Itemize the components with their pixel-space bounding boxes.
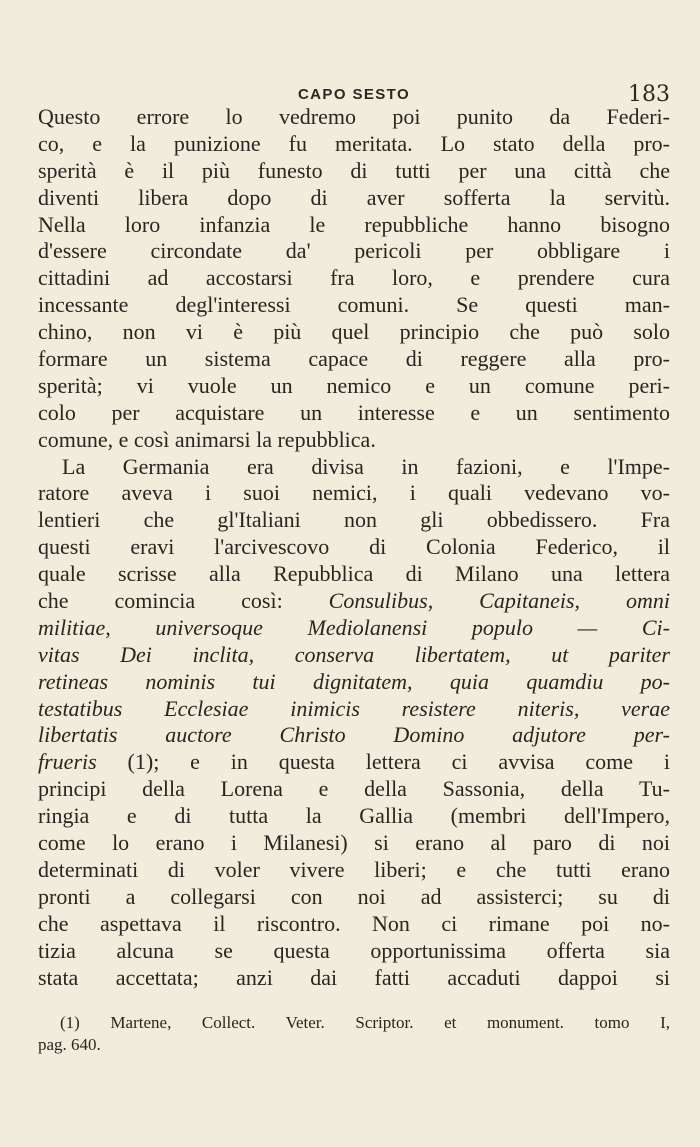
text-line: formare un sistema capace di reggere alla pro- [38,346,670,372]
roman-text: (1); e in questa lettera ci avvisa come i [96,749,670,775]
text-line: che aspettava il riscontro. Non ci rimane poi no- [38,910,670,936]
text-line: come lo erano i Milanesi) si erano al paro di noi [38,830,670,856]
text-line: sperità è il più funesto di tutti per una città che [38,157,670,183]
latin-quote-line: testatibus Ecclesiae inimicis resistere niteris, verae [38,695,670,721]
text-line: La Germania era divisa in fazioni, e l'Impe- [62,453,670,479]
text-line: principi della Lorena e della Sassonia, della Tu- [38,776,670,802]
latin-quote-line: libertatis auctore Christo Domino adjutore per- [38,722,670,748]
text-line: d'essere circondate da' pericoli per obbligare i [38,238,670,264]
text-line: tizia alcuna se questa opportunissima offerta sia [38,937,670,963]
text-line-mixed [38,588,670,615]
text-line: sperità; vi vuole un nemico e un comune peri- [38,372,670,398]
text-line: diventi libera dopo di aver sofferta la servitù. [38,184,670,210]
footnote [38,1012,670,1056]
text-line: cittadini ad accostarsi fra loro, e prendere cura [38,265,670,291]
latin-quote: frueris [38,749,97,775]
running-head: CAPO SESTO [297,86,411,103]
text-line: ringia e di tutta la Gallia (membri dell'Impero, [38,803,670,829]
text-line: determinati di voler vivere liberi; e che tutti erano [38,856,670,882]
text-line: comune, e così animarsi la repubblica. [38,426,376,452]
text-line: colo per acquistare un interesse e un sentimento [38,399,670,425]
text-line: co, e la punizione fu meritata. Lo stato della pro- [38,130,670,156]
body-text [38,104,670,991]
text-line-mixed [38,749,670,776]
roman-text: che comincia così: [38,588,329,614]
text-line: lentieri che gl'Italiani non gli obbedissero. Fra [38,507,670,533]
footnote-line: (1) Martene, Collect. Veter. Scriptor. et monument. tomo I, [60,1013,670,1032]
footnote-line: pag. 640. [38,1035,101,1054]
text-line: Questo errore lo vedremo poi punito da Federi- [38,104,670,129]
latin-quote: Consulibus, Capitaneis, omni [328,588,670,614]
text-line: pronti a collegarsi con noi ad assisterci; su di [38,883,670,909]
text-line: incessante degl'interessi comuni. Se questi man- [38,292,670,318]
text-line: stata accettata; anzi dai fatti accaduti dappoi si [38,964,670,990]
text-line: Nella loro infanzia le repubbliche hanno bisogno [38,211,670,237]
latin-quote-line: vitas Dei inclita, conserva libertatem, ut pariter [38,641,670,667]
text-line: quale scrisse alla Repubblica di Milano una lettera [38,561,670,587]
page-number: 183 [628,82,670,107]
latin-quote-line: militiae, universoque Mediolanensi populo — Ci- [38,614,670,640]
text-line: ratore aveva i suoi nemici, i quali vedevano vo- [38,480,670,506]
text-line: chino, non vi è più quel principio che può solo [38,319,670,345]
latin-quote-line: retineas nominis tui dignitatem, quia quamdiu po- [38,668,670,694]
text-line: questi eravi l'arcivescovo di Colonia Federico, il [38,534,670,560]
